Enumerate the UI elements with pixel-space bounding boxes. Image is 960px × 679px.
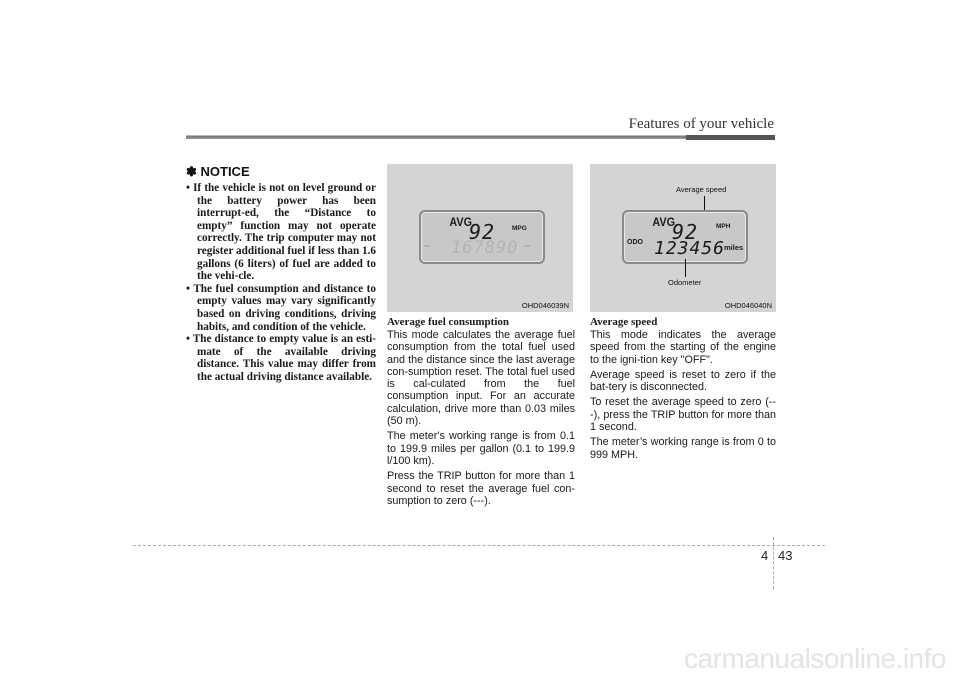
speed-column (590, 164, 776, 464)
section-heading: Average fuel consumption (387, 316, 510, 328)
header-accent-bar (686, 135, 775, 140)
odometer-leader-line (685, 259, 686, 277)
chapter-number: 4 (761, 548, 769, 563)
notice-item: • The fuel consumption and distance to empty values may vary significantly based on driving conditions, driving habits, and condition of the vehicle. (186, 283, 376, 333)
paragraph: The meter's working range is from 0.1 to 199.9 miles per gallon (0.1 to 199.9 l/100 km). (387, 430, 575, 467)
notice-item: • The distance to empty value is an esti-mate of the available driving distance. This value may differ from the actual driving distance available. (186, 333, 376, 383)
avg-value: 92 (672, 220, 699, 244)
page-header-title: Features of your vehicle (628, 116, 774, 132)
average-speed-callout: Average speed (676, 185, 727, 194)
faint-odo-indicator: ▬ (424, 243, 430, 249)
paragraph: This mode indicates the average speed from the starting of the engine to the igni-tion key "OFF". (590, 329, 776, 366)
notice-column (186, 164, 376, 384)
figure-code: OHD046040N (724, 301, 772, 310)
mpg-unit: MPG (512, 225, 527, 232)
paragraph: The meter’s working range is from 0 to 999 MPH. (590, 436, 776, 461)
mph-unit: MPH (716, 223, 731, 230)
avg-value: 92 (469, 220, 496, 244)
odometer-callout: Odometer (668, 278, 702, 287)
speed-display-figure (590, 164, 776, 312)
section-heading: Average speed (590, 316, 658, 328)
avg-label: AVG. (652, 215, 679, 229)
avg-label: AVG. (449, 215, 476, 229)
notice-title: ✽ NOTICE (186, 164, 250, 179)
paragraph: Press the TRIP button for more than 1 second to reset the average fuel con-sumption to zero (---). (387, 470, 575, 507)
watermark: carmanualsonline.info (684, 643, 946, 674)
paragraph: To reset the average speed to zero (---), press the TRIP button for more than 1 second. (590, 396, 776, 434)
miles-unit: miles (724, 243, 744, 252)
paragraph: This mode calculates the average fuel consumption from the total fuel used and the distance since the last average con-sumption reset. The total fuel used is cal-culated from the fuel consumption input. For an accurate calculation, drive more than 0.03 miles (50 m). (387, 329, 575, 428)
footer-rule (133, 545, 825, 546)
fuel-column (387, 164, 575, 510)
odometer-value: 123456 (654, 238, 726, 259)
paragraph: Average speed is reset to zero if the bat-tery is disconnected. (590, 368, 776, 394)
odo-label: ODO (627, 239, 643, 246)
notice-list (186, 182, 376, 384)
faint-segment-number: 167890 (451, 238, 519, 258)
notice-item: • If the vehicle is not on level ground or the battery power has been interrupt-ed, the “Distance to empty” function may not operate correctly. The trip computer may not register additional fuel if less than 1.6 gallons (6 liters) of fuel are added to the vehi-cle. (186, 182, 376, 283)
page-number: 43 (778, 548, 793, 563)
faint-unit-indicator: ▬ (524, 243, 530, 249)
lcd-display (622, 210, 748, 264)
figure-code: OHD046039N (521, 301, 569, 310)
footer-divider (773, 537, 774, 589)
fuel-display-figure (387, 164, 573, 312)
lcd-display (419, 210, 545, 264)
